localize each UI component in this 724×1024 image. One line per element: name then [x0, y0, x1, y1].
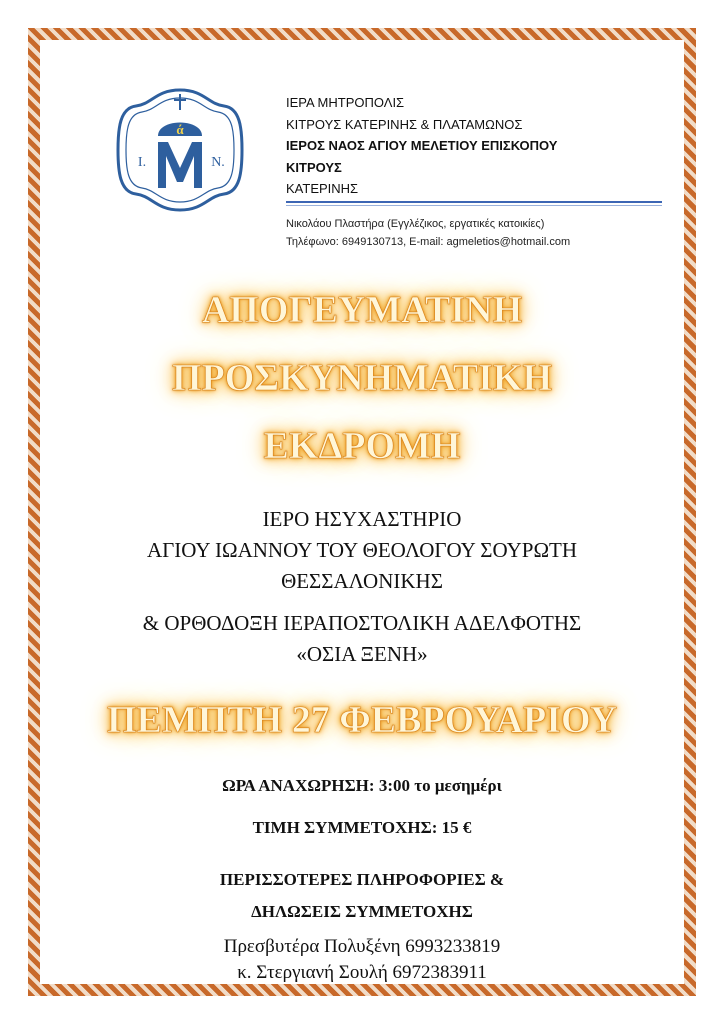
org-line-church: ΙΕΡΟΣ ΝΑΟΣ ΑΓΙΟΥ ΜΕΛΕΤΙΟΥ ΕΠΙΣΚΟΠΟΥ	[286, 138, 558, 153]
title-line-3: ΕΚΔΡΟΜΗ	[263, 425, 461, 467]
more-info-line-1: ΠΕΡΙΣΣΟΤΕΡΕΣ ΠΛΗΡΟΦΟΡΙΕΣ &	[219, 870, 505, 889]
contact-person-1: Πρεσβυτέρα Πολυξένη 6993233819	[223, 936, 501, 957]
sisterhood-line: & ΟΡΘΟΔΟΞΗ ΙΕΡΑΠΟΣΤΟΛΙΚΗ ΑΔΕΛΦΟΤΗΣ	[142, 611, 582, 635]
svg-text:Ι.: Ι.	[137, 155, 147, 170]
more-info-line-2: ΔΗΛΩΣΕΙΣ ΣΥΜΜΕΤΟΧΗΣ	[251, 902, 473, 921]
svg-text:Ν.: Ν.	[211, 155, 225, 170]
participation-price: ΤΙΜΗ ΣΥΜΜΕΤΟΧΗΣ: 15 €	[252, 818, 472, 837]
org-line-kitros: ΚΙΤΡΟΥΣ	[286, 159, 342, 175]
destination-line: ΙΕΡΟ ΗΣΥΧΑΣΤΗΡΙΟ	[262, 507, 462, 531]
address-text: Νικολάου Πλαστήρα (Εγγλέζικος, εργατικές κατοικίες)	[286, 218, 545, 230]
svg-text:ά: ά	[176, 122, 184, 137]
destination-line: ΘΕΣΣΑΛΟΝΙΚΗΣ	[281, 569, 443, 593]
poster-content	[40, 40, 684, 984]
church-logo-icon	[112, 84, 248, 216]
organization-block	[286, 92, 557, 200]
departure-time: ΩΡΑ ΑΝΑΧΩΡΗΣΗ: 3:00 το μεσημέρι	[222, 776, 502, 795]
org-line-katerini: ΚΑΤΕΡΙΝΗΣ	[286, 181, 359, 196]
header-contact	[286, 215, 570, 251]
title-line-1: ΑΠΟΓΕΥΜΑΤΙΝΗ	[201, 289, 523, 331]
phone-email-text: Τηλέφωνο: 6949130713, E-mail: agmeletios@hotmail.com	[286, 236, 571, 248]
poster-frame	[28, 28, 696, 996]
destination-block	[40, 504, 684, 597]
trip-date: ΠΕΜΠΤΗ 27 ΦΕΒΡΟΥΑΡΙΟΥ	[106, 699, 618, 741]
sisterhood-block	[40, 608, 684, 670]
sisterhood-line: «ΟΣΙΑ ΞΕΝΗ»	[296, 642, 428, 666]
title-line-2: ΠΡΟΣΚΥΝΗΜΑΤΙΚΗ	[171, 357, 553, 399]
destination-line: ΑΓΙΟΥ ΙΩΑΝΝΟΥ ΤΟΥ ΘΕΟΛΟΓΟΥ ΣΟΥΡΩΤΗ	[146, 538, 578, 562]
org-line-metropolis: ΙΕΡΑ ΜΗΤΡΟΠΟΛΙΣ	[286, 95, 405, 110]
org-line-diocese: ΚΙΤΡΟΥΣ ΚΑΤΕΡΙΝΗΣ & ΠΛΑΤΑΜΩΝΟΣ	[286, 116, 523, 132]
contact-person-2: κ. Στεργιανή Σουλή 6972383911	[237, 962, 487, 983]
header-divider	[286, 201, 662, 203]
header-divider-thin	[286, 205, 662, 206]
